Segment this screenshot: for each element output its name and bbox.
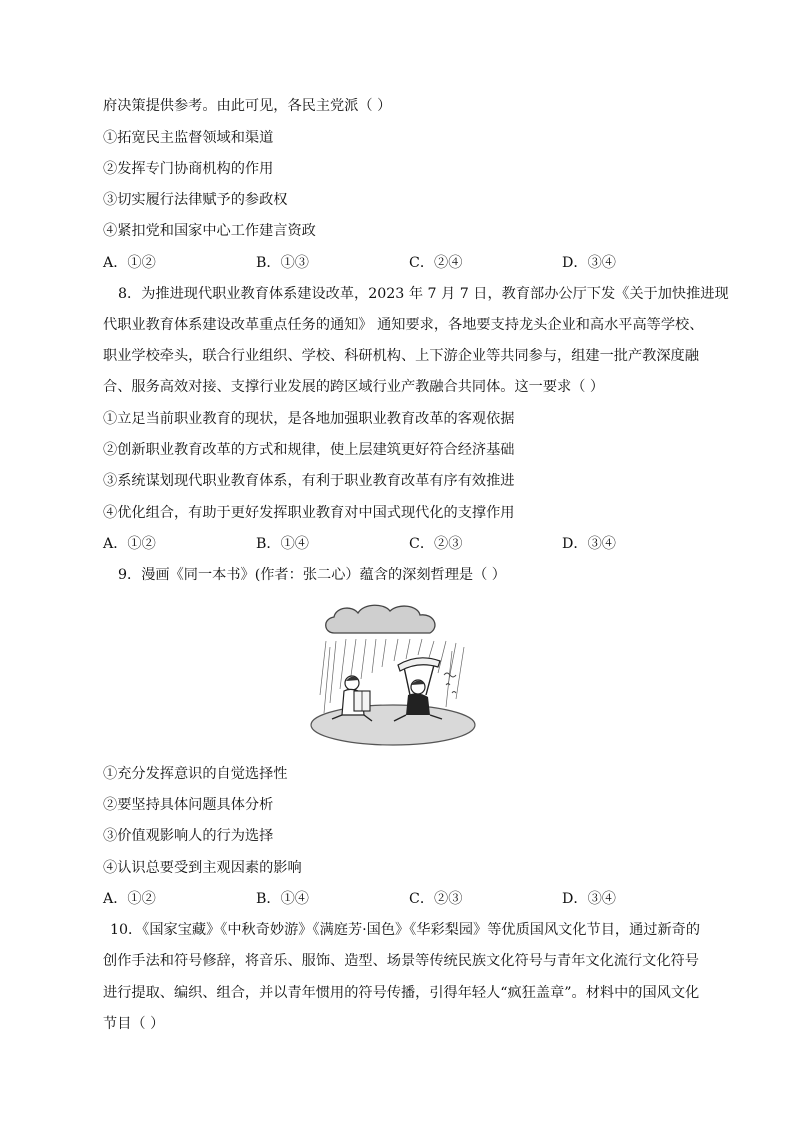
q8-statement-2: ②创新职业教育改革的方式和规律，使上层建筑更好符合经济基础 [103, 442, 515, 458]
q8-stem-line-1: 8．为推进现代职业教育体系建设改革，2023 年 7 月 7 日，教育部办公厅下发《关于加快推进现 [118, 286, 729, 302]
q10-stem-line-1: 10．《国家宝藏》《中秋奇妙游》《满庭芳·国色》《华彩梨园》等优质国风文化节目，通过新奇的 [110, 922, 701, 938]
q8-stem-line-4: 合、服务高效对接、支撑行业发展的跨区域行业产教融合共同体。这一要求（ ） [103, 379, 605, 395]
q8-option-a: A．①② [103, 536, 156, 552]
q8-options [103, 534, 663, 554]
q9-stem: 9．漫画《同一本书》(作者：张二心）蕴含的深刻哲理是（ ） [118, 567, 506, 583]
q9-option-a: A．①② [103, 891, 156, 907]
q9-statement-4: ④认识总要受到主观因素的影响 [103, 860, 302, 876]
q7-option-b: B．①③ [256, 255, 309, 271]
q7-statement-1: ①拓宽民主监督领域和渠道 [103, 130, 274, 146]
q10-stem-line-3: 进行提取、编织、组合，并以青年惯用的符号传播，引得年轻人“疯狂盖章”。材料中的国风文化 [103, 985, 700, 1001]
q7-option-a: A．①② [103, 255, 156, 271]
q8-stem-line-2: 代职业教育体系建设改革重点任务的通知》 通知要求，各地要支持龙头企业和高水平高等学校、 [103, 317, 704, 333]
q9-statement-2: ②要坚持具体问题具体分析 [103, 797, 274, 813]
q7-stem-continuation: 府决策提供参考。由此可见，各民主党派（ ） [103, 98, 392, 114]
q10-stem-line-4: 节目（ ） [103, 1016, 165, 1032]
q8-statement-3: ③系统谋划现代职业教育体系，有利于职业教育改革有序有效推进 [103, 473, 515, 489]
q9-statement-3: ③价值观影响人的行为选择 [103, 828, 274, 844]
q8-option-c: C．②③ [409, 536, 463, 552]
q10-stem-line-2: 创作手法和符号修辞，将音乐、服饰、造型、场景等传统民族文化符号与青年文化流行文化符号 [103, 953, 699, 969]
q9-option-d: D．③④ [562, 891, 616, 907]
q8-stem-line-3: 职业学校牵头，联合行业组织、学校、科研机构、上下游企业等共同参与，组建一批产教深度融 [103, 348, 699, 364]
q9-option-c: C．②③ [409, 891, 463, 907]
q9-option-b: B．①④ [256, 891, 309, 907]
q8-statement-1: ①立足当前职业教育的现状，是各地加强职业教育改革的客观依据 [103, 411, 515, 427]
q7-statement-4: ④紧扣党和国家中心工作建言资政 [103, 223, 316, 239]
q7-statement-3: ③切实履行法律赋予的参政权 [103, 192, 288, 208]
q7-option-d: D．③④ [562, 255, 616, 271]
q7-statement-2: ②发挥专门协商机构的作用 [103, 161, 274, 177]
q8-statement-4: ④优化组合，有助于更好发挥职业教育对中国式现代化的支撑作用 [103, 505, 515, 521]
q9-options [103, 889, 663, 909]
q9-statement-1: ①充分发挥意识的自觉选择性 [103, 766, 288, 782]
cartoon-same-book-illustration [306, 603, 480, 749]
q8-option-b: B．①④ [256, 536, 309, 552]
q7-options [103, 253, 663, 273]
q8-option-d: D．③④ [562, 536, 616, 552]
q7-option-c: C．②④ [409, 255, 463, 271]
